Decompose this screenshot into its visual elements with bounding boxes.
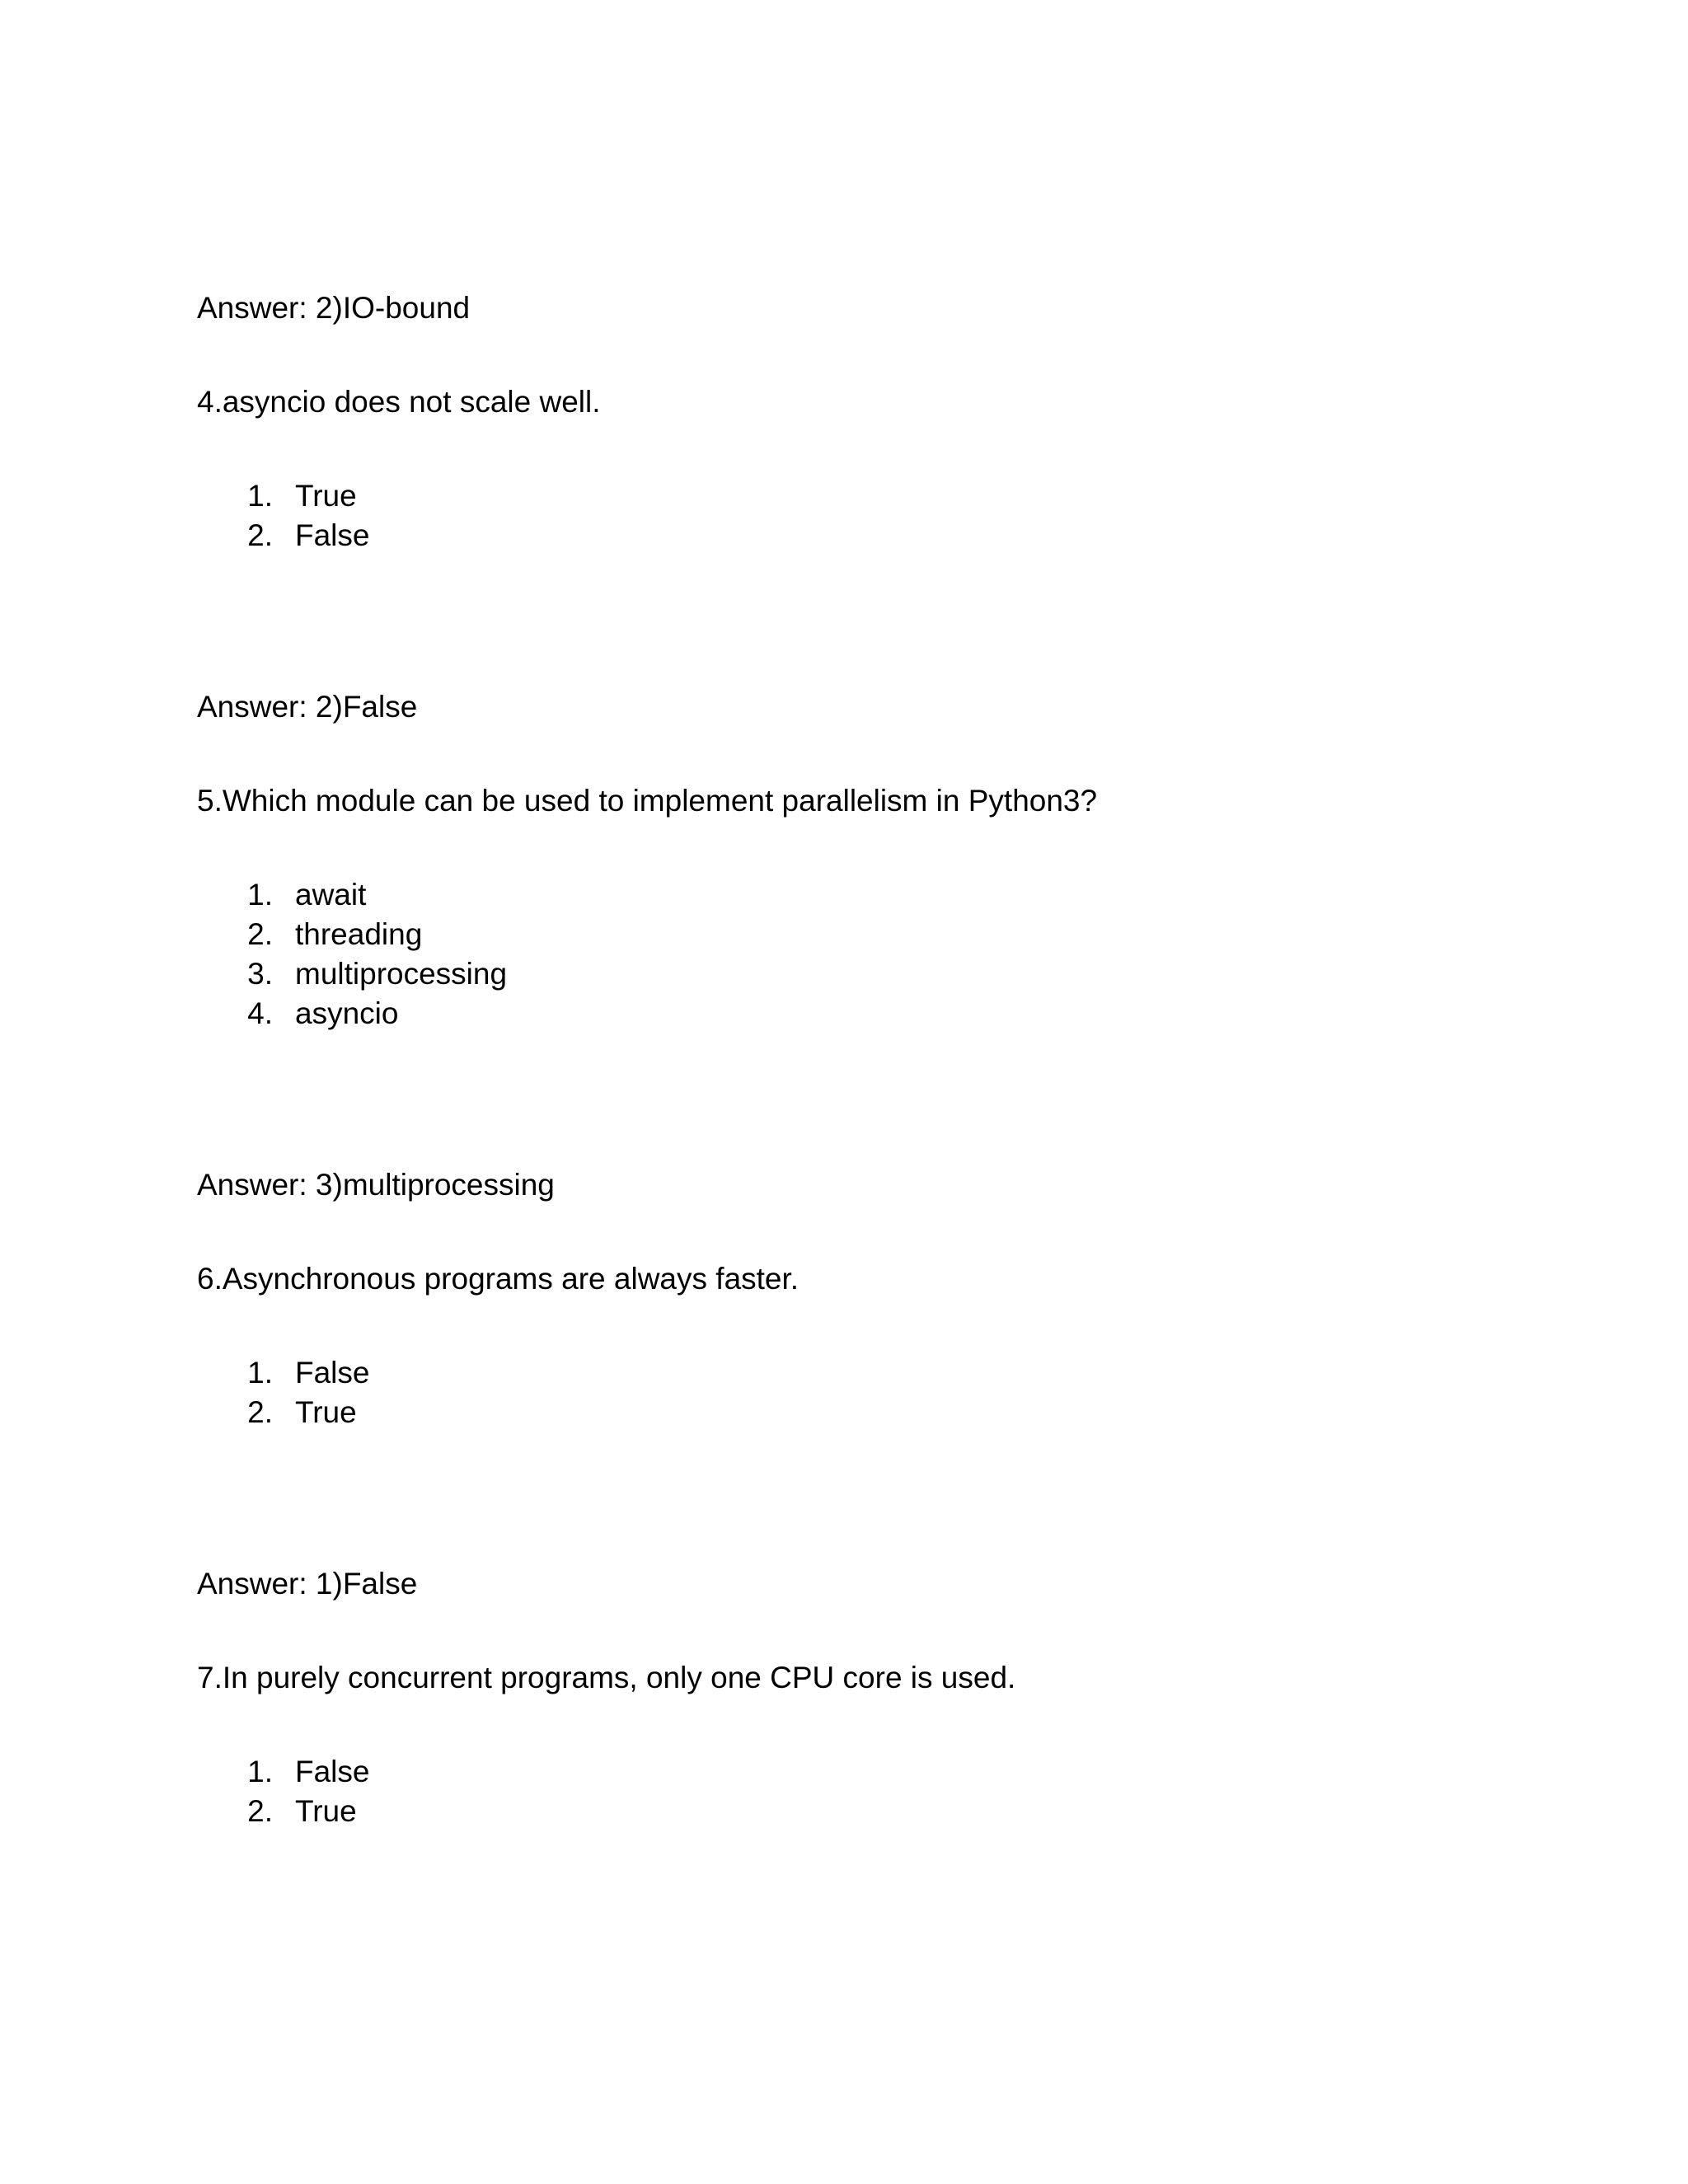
option-number: 2.: [247, 518, 273, 552]
option-number: 1.: [247, 1755, 273, 1788]
option-number: 4.: [247, 996, 273, 1030]
option-text: asyncio: [295, 996, 399, 1030]
answer-q5: Answer: 3)multiprocessing: [197, 1168, 555, 1202]
answer-q6: Answer: 1)False: [197, 1567, 418, 1601]
option-text: False: [295, 518, 370, 552]
option-text: multiprocessing: [295, 957, 508, 991]
question-4: 4.asyncio does not scale well.: [197, 385, 601, 419]
option-number: 1.: [247, 1356, 273, 1390]
option-number: 2.: [247, 1395, 273, 1429]
question-5: 5.Which module can be used to implement parallelism in Python3?: [197, 784, 1098, 818]
option-number: 1.: [247, 878, 273, 912]
option-number: 3.: [247, 957, 273, 991]
option-text: True: [295, 1794, 357, 1828]
option-number: 2.: [247, 1794, 273, 1828]
option-text: True: [295, 479, 357, 513]
option-number: 1.: [247, 479, 273, 513]
option-text: False: [295, 1356, 370, 1390]
option-text: await: [295, 878, 367, 912]
answer-q3: Answer: 2)IO-bound: [197, 291, 471, 325]
question-7: 7.In purely concurrent programs, only one CPU core is used.: [197, 1661, 1016, 1694]
question-6: 6.Asynchronous programs are always faster.: [197, 1262, 799, 1296]
option-text: threading: [295, 917, 423, 951]
option-number: 2.: [247, 917, 273, 951]
option-text: False: [295, 1755, 370, 1788]
answer-q4: Answer: 2)False: [197, 690, 418, 724]
option-text: True: [295, 1395, 357, 1429]
